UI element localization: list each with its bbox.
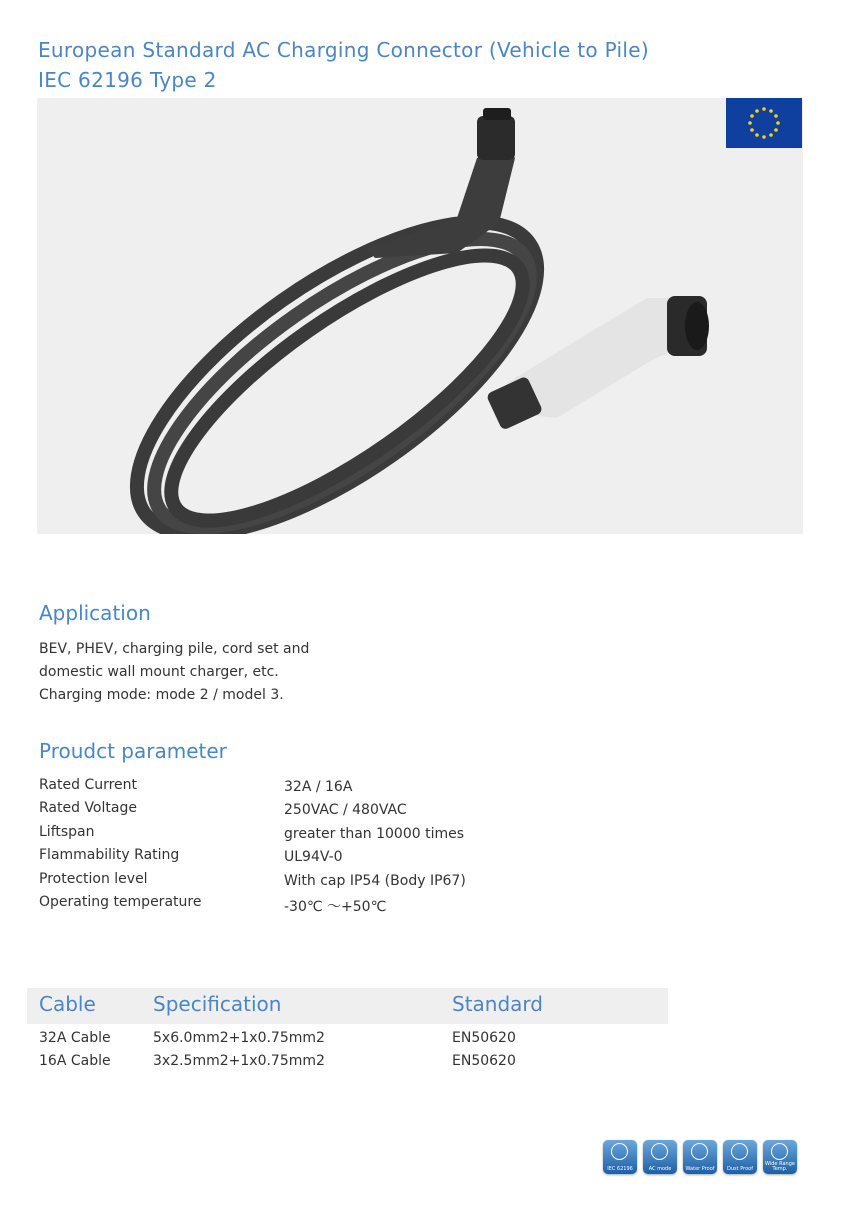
- eu-flag-icon: [726, 98, 802, 148]
- parameter-label: Operating temperature: [39, 893, 202, 910]
- cable-table-header: [27, 988, 668, 1024]
- wide-range-temp-icon: Wide Range Temp.: [763, 1140, 797, 1174]
- parameter-label: Liftspan: [39, 823, 95, 840]
- charging-cable-illustration: [37, 98, 803, 534]
- table-cell: 3x2.5mm2+1x0.75mm2: [153, 1053, 325, 1069]
- application-line: BEV, PHEV, charging pile, cord set and: [39, 641, 310, 657]
- parameter-heading: Proudct parameter: [39, 739, 227, 763]
- parameter-label: Flammability Rating: [39, 847, 180, 864]
- ac-mode-icon: AC mode: [643, 1140, 677, 1174]
- water-proof-icon: Water Proof: [683, 1140, 717, 1174]
- table-cell: 5x6.0mm2+1x0.75mm2: [153, 1030, 325, 1046]
- parameter-label: Protection level: [39, 870, 148, 887]
- page-subtitle: IEC 62196 Type 2: [38, 68, 217, 92]
- application-line: domestic wall mount charger, etc.: [39, 664, 279, 680]
- iec-62196-icon: IEC 62196: [603, 1140, 637, 1174]
- parameter-value: UL94V-0: [284, 849, 343, 866]
- parameter-value: With cap IP54 (Body IP67): [284, 872, 466, 889]
- parameter-value: greater than 10000 times: [284, 825, 465, 842]
- product-photo: [37, 98, 803, 534]
- page-title: European Standard AC Charging Connector (Vehicle to Pile): [38, 38, 649, 62]
- parameter-label: Rated Current: [39, 777, 138, 793]
- table-cell: EN50620: [452, 1030, 516, 1046]
- table-cell: 16A Cable: [39, 1053, 111, 1069]
- dust-proof-icon: Dust Proof: [723, 1140, 757, 1174]
- column-header-cable: Cable: [39, 992, 96, 1016]
- application-line: Charging mode: mode 2 / model 3.: [39, 687, 284, 703]
- table-cell: 32A Cable: [39, 1030, 111, 1046]
- parameter-label: Rated Voltage: [39, 800, 137, 817]
- parameter-value: 250VAC / 480VAC: [284, 802, 407, 819]
- table-cell: EN50620: [452, 1053, 516, 1069]
- column-header-specification: Specification: [153, 992, 282, 1016]
- application-heading: Application: [39, 601, 151, 625]
- application-text: [39, 638, 309, 707]
- column-header-standard: Standard: [452, 992, 543, 1016]
- parameter-value: -30℃ ～+50℃: [284, 898, 387, 915]
- parameter-value: 32A / 16A: [284, 779, 353, 795]
